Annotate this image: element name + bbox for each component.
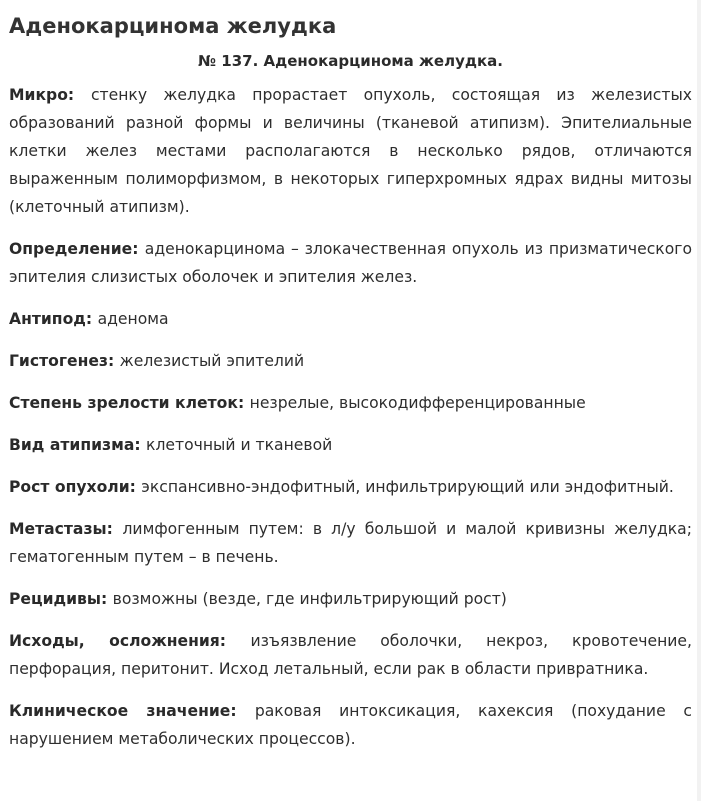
section-label: Степень зрелости клеток:	[9, 394, 245, 412]
section-label: Исходы, осложнения:	[9, 632, 227, 650]
section-tumor-growth	[9, 473, 692, 501]
section-text: клеточный и тканевой	[146, 436, 333, 454]
section-text: незрелые, высокодифференцированные	[249, 394, 586, 412]
section-label: Клиническое значение:	[9, 702, 237, 720]
section-clinical-significance	[9, 697, 692, 753]
section-label: Рост опухоли:	[9, 478, 136, 496]
section-label: Рецидивы:	[9, 590, 108, 608]
section-histogenesis	[9, 347, 692, 375]
section-text: изъязвление оболочки, некроз, кровотечение, перфорация, перитонит. Исход летальный, если рак в области привратника.	[9, 632, 692, 678]
section-definition	[9, 235, 692, 291]
section-text: возможны (везде, где инфильтрирующий рост)	[112, 590, 507, 608]
section-label: Вид атипизма:	[9, 436, 141, 454]
page-title: Аденокарцинома желудка	[9, 14, 337, 38]
section-metastases	[9, 515, 692, 571]
section-text: аденома	[97, 310, 169, 328]
section-micro	[9, 81, 692, 221]
section-label: Антипод:	[9, 310, 93, 328]
section-antipode	[9, 305, 692, 333]
section-text: железистый эпителий	[119, 352, 305, 370]
section-text: стенку желудка прорастает опухоль, состоящая из железистых образований разной формы и величины (тканевой атипизм). Эпителиальные клетки желез местами располагаются в несколько рядов, отличаются выраженным полиморфизмом, в некоторых гиперхромных ядрах видны митозы (клеточный атипизм).	[9, 86, 692, 216]
section-relapses	[9, 585, 692, 613]
section-cell-maturity	[9, 389, 692, 417]
section-text: экспансивно-эндофитный, инфильтрирующий или эндофитный.	[141, 478, 674, 496]
section-label: Микро:	[9, 86, 75, 104]
document-heading: № 137. Аденокарцинома желудка.	[198, 52, 503, 70]
section-atypism-type	[9, 431, 692, 459]
section-label: Метастазы:	[9, 520, 113, 538]
section-text: лимфогенным путем: в л/у большой и малой кривизны желудка; гематогенным путем – в печень.	[9, 520, 692, 566]
section-label: Определение:	[9, 240, 139, 258]
section-text: аденокарцинома – злокачественная опухоль из призматического эпителия слизистых оболочек и эпителия желез.	[9, 240, 692, 286]
right-edge-shade	[697, 0, 701, 801]
section-text: раковая интоксикация, кахексия (похудание с нарушением метаболических процессов).	[9, 702, 692, 748]
section-outcomes	[9, 627, 692, 683]
section-label: Гистогенез:	[9, 352, 115, 370]
